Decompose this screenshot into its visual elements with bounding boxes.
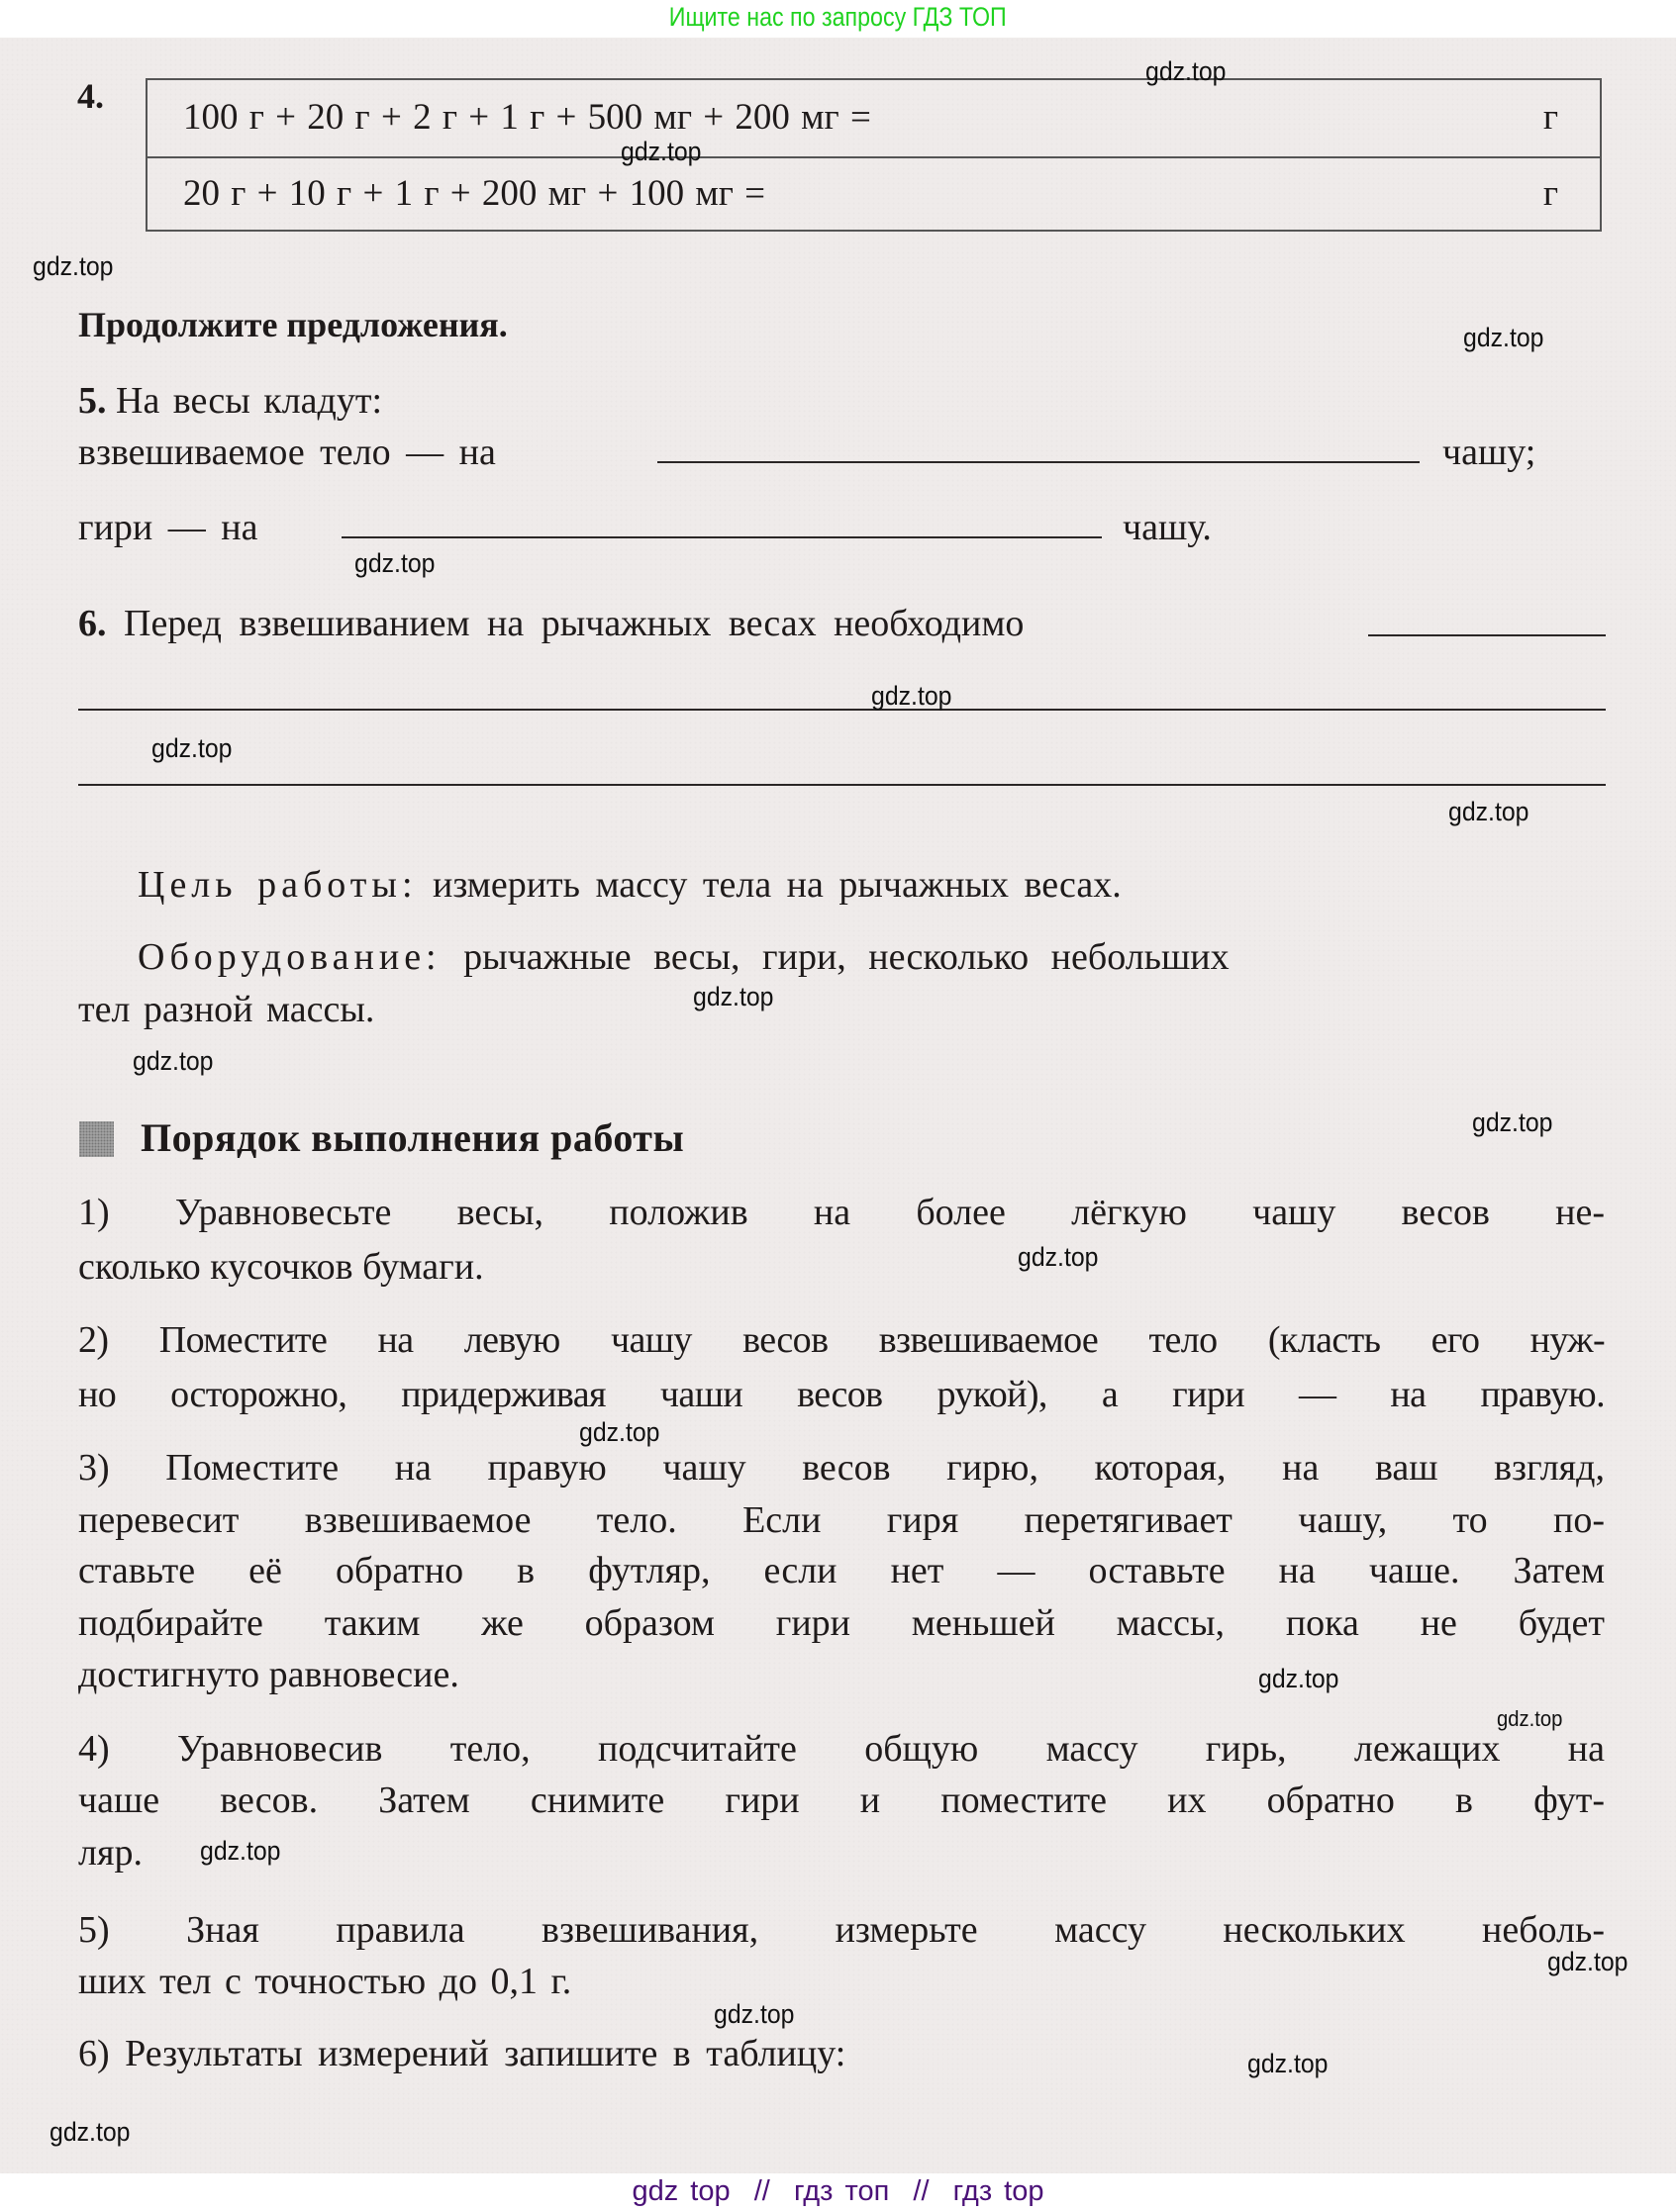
task4-expression: 100 г + 20 г + 2 г + 1 г + 500 мг + 200 мг =	[183, 97, 871, 138]
task6-blank-3[interactable]	[78, 784, 1606, 786]
instruction-heading: Продолжите предложения.	[78, 305, 508, 344]
task5-line1-prefix: взвешиваемое тело — на	[78, 432, 496, 473]
step-3-line: достигнуто равновесие.	[78, 1654, 459, 1695]
step-1-line: 1) Уравновесьте весы, положив на более лёгкую чашу весов не-	[78, 1192, 1605, 1233]
task5-intro	[78, 379, 382, 423]
step-4-line: чаше весов. Затем снимите гири и поместите их обратно в фут-	[78, 1779, 1605, 1821]
task6-text	[78, 602, 1024, 645]
step-4-line: ляр.	[78, 1832, 143, 1874]
equipment-text-cont: тел разной массы.	[78, 989, 375, 1030]
task4-unit: г	[1542, 173, 1558, 214]
task5-number: 5.	[78, 380, 107, 422]
task4-expression: 20 г + 10 г + 1 г + 200 мг + 100 мг =	[183, 173, 766, 214]
watermark: gdz.top	[133, 1046, 214, 1076]
watermark: gdz.top	[1472, 1107, 1553, 1137]
watermark: gdz.top	[200, 1836, 281, 1866]
task4-number: 4.	[77, 76, 104, 116]
goal-text: измерить массу тела на рычажных весах.	[433, 864, 1122, 906]
task5-blank-2[interactable]	[342, 536, 1102, 538]
watermark: gdz.top	[33, 251, 114, 281]
equipment-label: Оборудование:	[138, 936, 442, 978]
step-6-line: 6) Результаты измерений запишите в таблицу:	[78, 2033, 846, 2074]
watermark: gdz.top	[1547, 1947, 1628, 1976]
watermark: gdz.top	[1497, 1706, 1563, 1731]
footer-text: gdz top // гдз топ // гдз top	[632, 2175, 1044, 2207]
task5-line2-prefix: гири — на	[78, 507, 258, 548]
task6-prompt: Перед взвешиванием на рычажных весах необходимо	[124, 603, 1025, 644]
task5-line1-suffix: чашу;	[1442, 432, 1536, 473]
step-5-line: 5) Зная правила взвешивания, измерьте массу нескольких неболь-	[78, 1909, 1605, 1951]
goal-label: Цель работы:	[138, 864, 418, 906]
equipment-text: рычажные весы, гири, несколько небольших	[463, 936, 1230, 978]
watermark: gdz.top	[1448, 797, 1529, 826]
top-banner	[0, 0, 1676, 38]
watermark: gdz.top	[49, 2117, 131, 2147]
watermark: gdz.top	[1463, 323, 1544, 352]
watermark: gdz.top	[151, 733, 233, 763]
watermark: gdz.top	[1247, 2049, 1329, 2078]
watermark: gdz.top	[579, 1417, 660, 1447]
watermark: gdz.top	[714, 1999, 795, 2029]
goal	[138, 863, 1122, 907]
task4-row	[148, 80, 1600, 158]
task5-blank-1[interactable]	[657, 461, 1420, 463]
task5-intro-text: На весы кладут:	[116, 380, 383, 422]
bottom-footer	[0, 2173, 1676, 2212]
equipment	[138, 935, 1230, 979]
task5-line2-suffix: чашу.	[1123, 507, 1212, 548]
procedure-heading: Порядок выполнения работы	[141, 1115, 685, 1160]
watermark: gdz.top	[871, 681, 952, 711]
step-4-line: 4) Уравновесив тело, подсчитайте общую массу гирь, лежащих на	[78, 1728, 1605, 1770]
task6-blank-2[interactable]	[78, 709, 1606, 711]
step-1-line: сколько кусочков бумаги.	[78, 1246, 484, 1288]
watermark: gdz.top	[354, 548, 436, 578]
watermark: gdz.top	[1018, 1242, 1099, 1272]
watermark: gdz.top	[693, 982, 774, 1011]
step-5-line: ших тел с точностью до 0,1 г.	[78, 1961, 572, 2002]
section-square-icon	[79, 1121, 114, 1157]
watermark: gdz.top	[621, 137, 702, 166]
step-2-line: 2) Поместите на левую чашу весов взвешиваемое тело (класть его нуж-	[78, 1319, 1605, 1361]
step-2-line: но осторожно, придерживая чаши весов рукой), а гири — на правую.	[78, 1374, 1605, 1415]
step-3-line: 3) Поместите на правую чашу весов гирю, которая, на ваш взгляд,	[78, 1447, 1605, 1489]
task6-number: 6.	[78, 603, 107, 644]
task6-blank-1[interactable]	[1368, 634, 1606, 636]
task4-table	[146, 78, 1602, 232]
task4-row	[148, 156, 1600, 233]
step-3-line: ставьте её обратно в футляр, если нет — оставьте на чаше. Затем	[78, 1550, 1605, 1591]
step-3-line: перевесит взвешиваемое тело. Если гиря перетягивает чашу, то по-	[78, 1499, 1605, 1541]
banner-text: Ищите нас по запросу ГДЗ ТОП	[669, 2, 1007, 32]
watermark: gdz.top	[1145, 56, 1227, 86]
task4-unit: г	[1542, 97, 1558, 138]
watermark: gdz.top	[1258, 1664, 1339, 1693]
step-3-line: подбирайте таким же образом гири меньшей массы, пока не будет	[78, 1602, 1605, 1644]
